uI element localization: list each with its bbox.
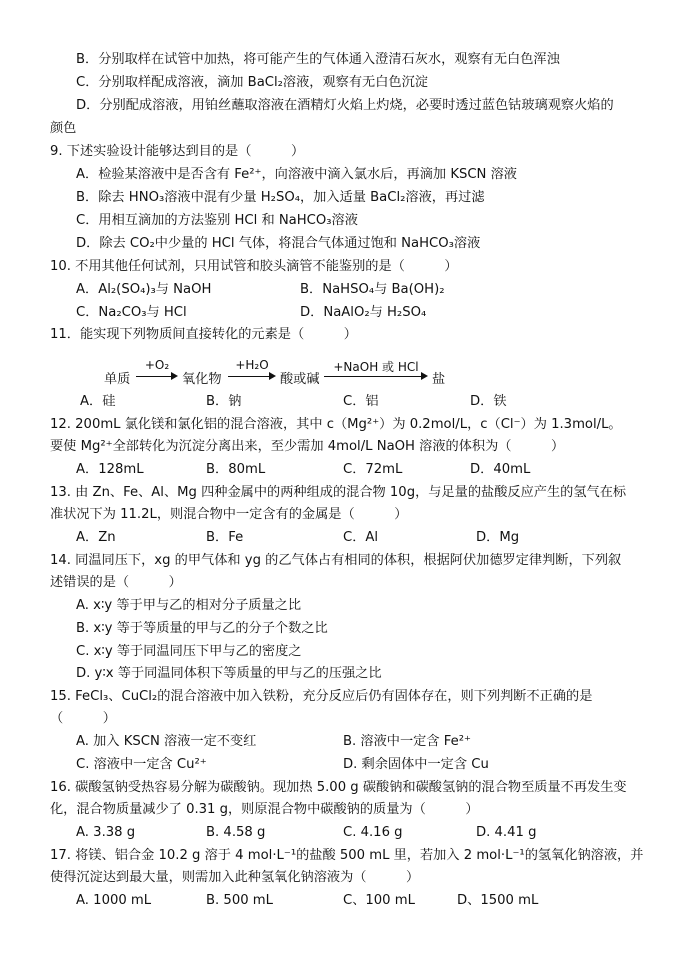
q9-option-b: B．除去 HNO₃溶液中混有少量 H₂SO₄，加入适量 BaCl₂溶液，再过滤 xyxy=(76,190,485,205)
q11-option-d: D．铁 xyxy=(470,394,507,409)
q14-stem-line2: 述错误的是（ ） xyxy=(50,575,182,590)
q9-option-d: D．除去 CO₂中少量的 HCl 气体，将混合气体通过饱和 NaHCO₃溶液 xyxy=(76,236,481,251)
flow-arrow-2 xyxy=(228,358,276,376)
flow-arrow-2-label: +H₂O xyxy=(235,358,269,372)
flow-acid-or-base: 酸或碱 xyxy=(280,372,320,387)
q14-option-b: B. x∶y 等于等质量的甲与乙的分子个数之比 xyxy=(76,621,328,636)
q14-stem-line1: 14. 同温同压下，xg 的甲气体和 yg 的乙气体占有相同的体积，根据阿伏加德罗定律判断，下列叙 xyxy=(50,553,622,568)
flow-arrow-3-label: +NaOH 或 HCl xyxy=(333,360,419,374)
q13-option-c: C．Al xyxy=(343,530,379,545)
q15-option-b: B. 溶液中一定含 Fe²⁺ xyxy=(343,734,471,749)
q8-option-d: D．分别配成溶液，用铂丝蘸取溶液在酒精灯火焰上灼烧，必要时透过蓝色钴玻璃观察火焰的 xyxy=(76,98,614,113)
q17-option-a: A. 1000 mL xyxy=(76,893,152,908)
q16-option-a: A. 3.38 g xyxy=(76,825,136,840)
q9-stem: 9. 下述实验设计能够达到目的是（ ） xyxy=(50,144,305,159)
flow-arrow-3 xyxy=(324,358,428,376)
q15-stem-line1: 15. FeCl₃、CuCl₂的混合溶液中加入铁粉，充分反应后仍有固体存在，则下列判断不正确的是 xyxy=(50,689,593,704)
conversion-flow-diagram xyxy=(104,358,464,386)
q17-option-d: D、1500 mL xyxy=(457,893,539,908)
q13-stem-line1: 13. 由 Zn、Fe、Al、Mg 四种金属中的两种组成的混合物 10g，与足量的盐酸反应产生的氢气在标 xyxy=(50,485,627,500)
q15-stem-line2: （ ） xyxy=(50,711,116,726)
q10-stem: 10. 不用其他任何试剂，只用试管和胶头滴管不能鉴别的是（ ） xyxy=(50,259,458,274)
q8-option-d-cont: 颜色 xyxy=(50,121,77,136)
q12-option-d: D．40mL xyxy=(470,462,531,477)
flow-salt: 盐 xyxy=(432,372,446,387)
flow-arrow-1-label: +O₂ xyxy=(144,358,170,372)
q14-option-a: A. x∶y 等于甲与乙的相对分子质量之比 xyxy=(76,598,302,613)
q10-option-a: A．Al₂(SO₄)₃与 NaOH xyxy=(76,282,212,297)
q11-option-a: A．硅 xyxy=(80,394,116,409)
q14-option-d: D. y∶x 等于同温同体积下等质量的甲与乙的压强之比 xyxy=(76,666,382,681)
q17-option-b: B. 500 mL xyxy=(206,893,273,908)
flow-oxide: 氧化物 xyxy=(182,372,222,387)
q12-stem-line1: 12. 200mL 氯化镁和氯化铝的混合溶液，其中 c（Mg²⁺）为 0.2mol/L，c（Cl⁻）为 1.3mol/L。 xyxy=(50,417,622,432)
q10-option-b: B．NaHSO₄与 Ba(OH)₂ xyxy=(300,282,445,297)
q16-stem-line1: 16. 碳酸氢钠受热容易分解为碳酸钠。现加热 5.00 g 碳酸钠和碳酸氢钠的混合物至质量不再发生变 xyxy=(50,780,627,795)
q9-option-c: C．用相互滴加的方法鉴别 HCl 和 NaHCO₃溶液 xyxy=(76,213,358,228)
q13-option-b: B．Fe xyxy=(206,530,244,545)
flow-element: 单质 xyxy=(104,372,131,387)
q8-option-c: C．分别取样配成溶液，滴加 BaCl₂溶液，观察有无白色沉淀 xyxy=(76,75,428,90)
q11-option-c: C．铝 xyxy=(343,394,379,409)
q12-option-c: C．72mL xyxy=(343,462,403,477)
flow-arrow-1 xyxy=(136,358,178,376)
q14-option-c: C. x∶y 等于同温同压下甲与乙的密度之 xyxy=(76,644,302,659)
q17-stem-line2: 使得沉淀达到最大量，则需加入此种氢氧化钠溶液为（ ） xyxy=(50,870,420,885)
q8-option-b: B．分别取样在试管中加热，将可能产生的气体通入澄清石灰水，观察有无白色浑浊 xyxy=(76,52,560,67)
q16-option-b: B. 4.58 g xyxy=(206,825,266,840)
q17-stem-line1: 17. 将镁、铝合金 10.2 g 溶于 4 mol·L⁻¹的盐酸 500 mL 里，若加入 2 mol·L⁻¹的氢氧化钠溶液，并 xyxy=(50,848,644,863)
q10-option-d: D．NaAlO₂与 H₂SO₄ xyxy=(300,305,427,320)
q10-option-c: C．Na₂CO₃与 HCl xyxy=(76,305,187,320)
q15-option-d: D. 剩余固体中一定含 Cu xyxy=(343,757,489,772)
q11-stem: 11．能实现下列物质间直接转化的元素是（ ） xyxy=(50,327,357,342)
q15-option-a: A. 加入 KSCN 溶液一定不变红 xyxy=(76,734,257,749)
q13-option-d: D．Mg xyxy=(476,530,520,545)
q16-stem-line2: 化，混合物质量减少了 0.31 g，则原混合物中碳酸钠的质量为（ ） xyxy=(50,802,479,817)
q11-option-b: B．钠 xyxy=(206,394,242,409)
q9-option-a: A．检验某溶液中是否含有 Fe²⁺，向溶液中滴入氯水后，再滴加 KSCN 溶液 xyxy=(76,167,517,182)
q16-option-d: D. 4.41 g xyxy=(476,825,537,840)
q16-option-c: C. 4.16 g xyxy=(343,825,403,840)
q12-stem-line2: 要使 Mg²⁺全部转化为沉淀分离出来，至少需加 4mol/L NaOH 溶液的体积为（ ） xyxy=(50,439,565,454)
q13-option-a: A．Zn xyxy=(76,530,116,545)
q12-option-b: B．80mL xyxy=(206,462,266,477)
q15-option-c: C. 溶液中一定含 Cu²⁺ xyxy=(76,757,207,772)
q12-option-a: A．128mL xyxy=(76,462,144,477)
q13-stem-line2: 准状况下为 11.2L，则混合物中一定含有的金属是（ ） xyxy=(50,507,408,522)
q17-option-c: C、100 mL xyxy=(343,893,415,908)
